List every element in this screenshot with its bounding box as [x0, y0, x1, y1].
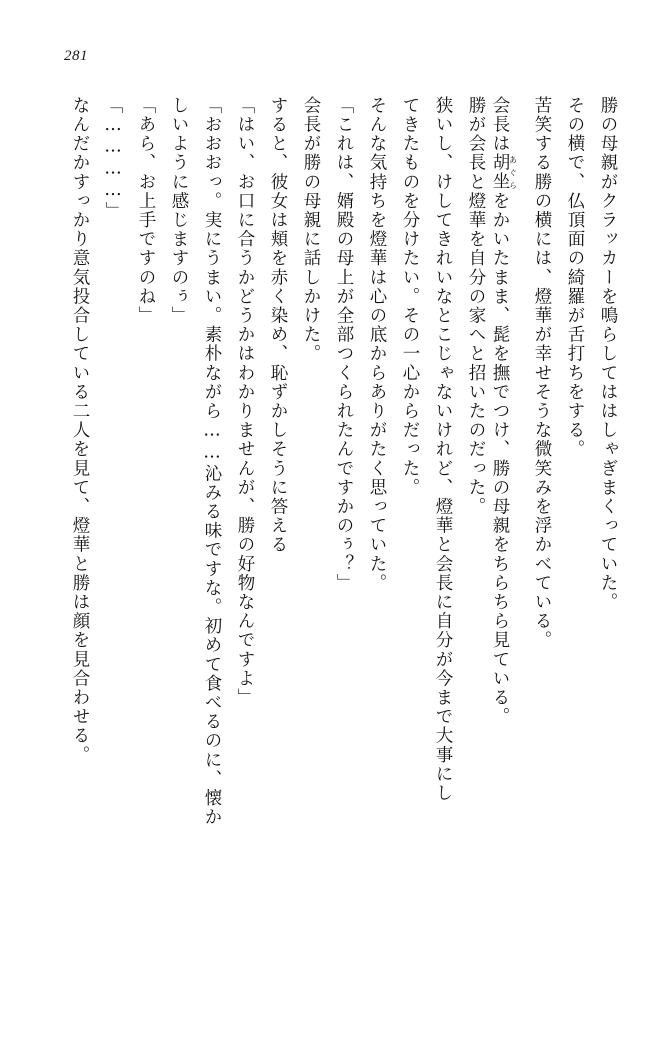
text-line: 勝が会長と燈華を自分の家へと招いたのだった。 [466, 96, 486, 517]
text-line: 狭いし、けしてきれいなとこじゃないけれど、燈華と会長に自分が今まで大事にし [433, 96, 453, 803]
text-line: 苦笑する勝の横には、燈華が幸せそうな微笑みを浮かべている。 [532, 96, 552, 650]
text-line: すると、彼女は頬を赤く染め、恥ずかしそうに答える [268, 96, 288, 555]
text-line: そんな気持ちを燈華は心の底からありがたく思っていた。 [367, 96, 387, 593]
vertical-text-body [36, 96, 616, 996]
text-line: 「はい、お口に合うかどうかはわかりませんが、勝の好物なんですよ」 [235, 96, 255, 708]
text-line: なんだかすっかり意気投合している二人を見て、燈華と勝は顔を見合わせる。 [70, 96, 90, 765]
text-line: 「…………」 [103, 96, 123, 221]
text-line: 勝の母親がクラッカーを鳴らしてははしゃぎまくっていた。 [598, 96, 618, 612]
ruby-annotation: 胡坐あぐら [490, 153, 518, 192]
text-line: その横で、仏頂面の綺羅が舌打ちをする。 [565, 96, 585, 459]
text-line: 会長が勝の母親に話しかけた。 [301, 96, 321, 364]
text-line: 「あら、お上手ですのね」 [136, 96, 156, 326]
page-number: 281 [64, 48, 88, 64]
text-line: 「おおおっ。実にうまい。素朴ながら……沁みる味ですな。初めて食べるのに、懐か [202, 96, 222, 827]
text-line: てきたものを分けたい。その一心からだった。 [400, 96, 420, 498]
text-line: 「これは、婿殿の母上が全部つくられたんですかのぅ？」 [334, 96, 354, 593]
text-line-with-ruby: 会長は胡坐あぐらをかいたまま、髭を撫でつけ、勝の母親をちらちら見ている。 [490, 96, 518, 727]
text-line: しいように感じますのぅ」 [169, 96, 189, 326]
